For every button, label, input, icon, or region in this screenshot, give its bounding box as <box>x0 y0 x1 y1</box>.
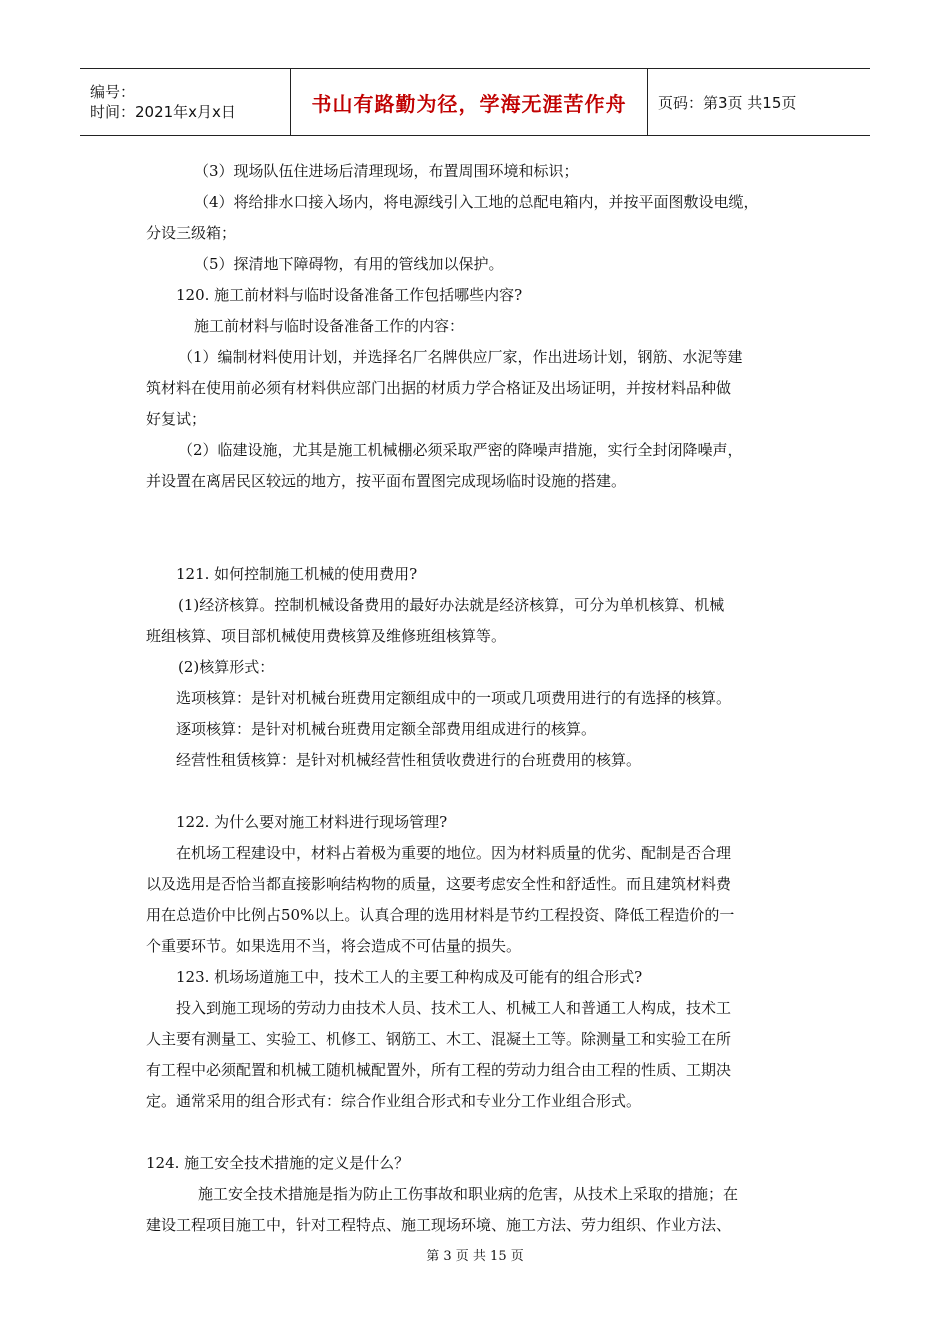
paragraph-line: 施工安全技术措施是指为防止工伤事故和职业病的危害，从技术上采取的措施；在 <box>198 1185 739 1203</box>
paragraph-line <box>146 528 810 559</box>
paragraph-line: 有工程中必须配置和机械工随机械配置外，所有工程的劳动力组合由工程的性质、工期决 <box>146 1061 732 1079</box>
paragraph-line: 124. 施工安全技术措施的定义是什么？ <box>146 1154 410 1172</box>
document-date-label: 时间：2021年x月x日 <box>90 103 236 121</box>
paragraph-line: 人主要有测量工、实验工、机修工、钢筋工、木工、混凝土工等。除测量工和实验工在所 <box>146 1030 732 1048</box>
paragraph-line: 筑材料在使用前必须有材料供应部门出据的材质力学合格证及出场证明，并按材料品种做 <box>146 379 732 397</box>
paragraph-line: （1）编制材料使用计划，并选择名厂名牌供应厂家，作出进场计划，钢筋、水泥等建 <box>178 348 743 366</box>
paragraph-line: 建设工程项目施工中，针对工程特点、施工现场环境、施工方法、劳力组织、作业方法、 <box>146 1216 732 1234</box>
paragraph-line: 123. 机场场道施工中，技术工人的主要工种构成及可能有的组合形式? <box>176 968 643 986</box>
paragraph-line: 投入到施工现场的劳动力由技术人员、技术工人、机械工人和普通工人构成，技术工 <box>176 999 732 1017</box>
paragraph-line: 分设三级箱； <box>146 224 237 242</box>
paragraph-line: 个重要环节。如果选用不当，将会造成不可估量的损失。 <box>146 937 522 955</box>
header-page-info: 页码：第3页 共15页 <box>658 93 797 112</box>
paragraph-line: (2)核算形式： <box>178 658 275 676</box>
paragraph-line: （5）探清地下障碍物，有用的管线加以保护。 <box>194 255 504 273</box>
paragraph-line: 好复试； <box>146 410 207 428</box>
paragraph-line <box>146 776 810 807</box>
paragraph-line: 在机场工程建设中，材料占着极为重要的地位。因为材料质量的优劣、配制是否合理 <box>176 844 732 862</box>
paragraph-line: 选项核算：是针对机械台班费用定额组成中的一项或几项费用进行的有选择的核算。 <box>176 689 732 707</box>
paragraph-line: (1)经济核算。控制机械设备费用的最好办法就是经济核算，可分为单机核算、机械 <box>178 596 725 614</box>
paragraph-line: 120. 施工前材料与临时设备准备工作包括哪些内容? <box>176 286 523 304</box>
document-header <box>80 68 870 136</box>
paragraph-line: 122. 为什么要对施工材料进行现场管理? <box>176 813 448 831</box>
header-motto-cell <box>291 69 648 136</box>
document-number-label: 编号： <box>90 83 136 101</box>
document-body <box>146 156 810 1241</box>
paragraph-line: 以及选用是否恰当都直接影响结构物的质量，这要考虑安全性和舒适性。而且建筑材料费 <box>146 875 732 893</box>
paragraph-line: （4）将给排水口接入场内，将电源线引入工地的总配电箱内，并按平面图敷设电缆， <box>194 193 759 211</box>
paragraph-line: 121. 如何控制施工机械的使用费用? <box>176 565 418 583</box>
paragraph-line <box>146 1117 810 1148</box>
paragraph-line: 用在总造价中比例占50%以上。认真合理的选用材料是节约工程投资、降低工程造价的一 <box>146 906 735 924</box>
header-meta-cell <box>80 69 291 136</box>
paragraph-line: 逐项核算：是针对机械台班费用定额全部费用组成进行的核算。 <box>176 720 597 738</box>
paragraph-line: 定。通常采用的组合形式有：综合作业组合形式和专业分工作业组合形式。 <box>146 1092 642 1110</box>
paragraph-line: 并设置在离居民区较远的地方，按平面布置图完成现场临时设施的搭建。 <box>146 472 627 490</box>
paragraph-line: （3）现场队伍住进场后清理现场，布置周围环境和标识； <box>194 162 579 180</box>
paragraph-line <box>146 497 810 528</box>
paragraph-line: 经营性租赁核算：是针对机械经营性租赁收费进行的台班费用的核算。 <box>176 751 642 769</box>
header-motto: 书山有路勤为径，学海无涯苦作舟 <box>311 91 627 116</box>
paragraph-line: （2）临建设施，尤其是施工机械棚必须采取严密的降噪声措施，实行全封闭降噪声， <box>178 441 743 459</box>
header-page-cell <box>648 69 871 136</box>
page-footer: 第 3 页 共 15 页 <box>426 1249 524 1264</box>
paragraph-line: 施工前材料与临时设备准备工作的内容： <box>194 317 465 335</box>
paragraph-line: 班组核算、项目部机械使用费核算及维修班组核算等。 <box>146 627 507 645</box>
